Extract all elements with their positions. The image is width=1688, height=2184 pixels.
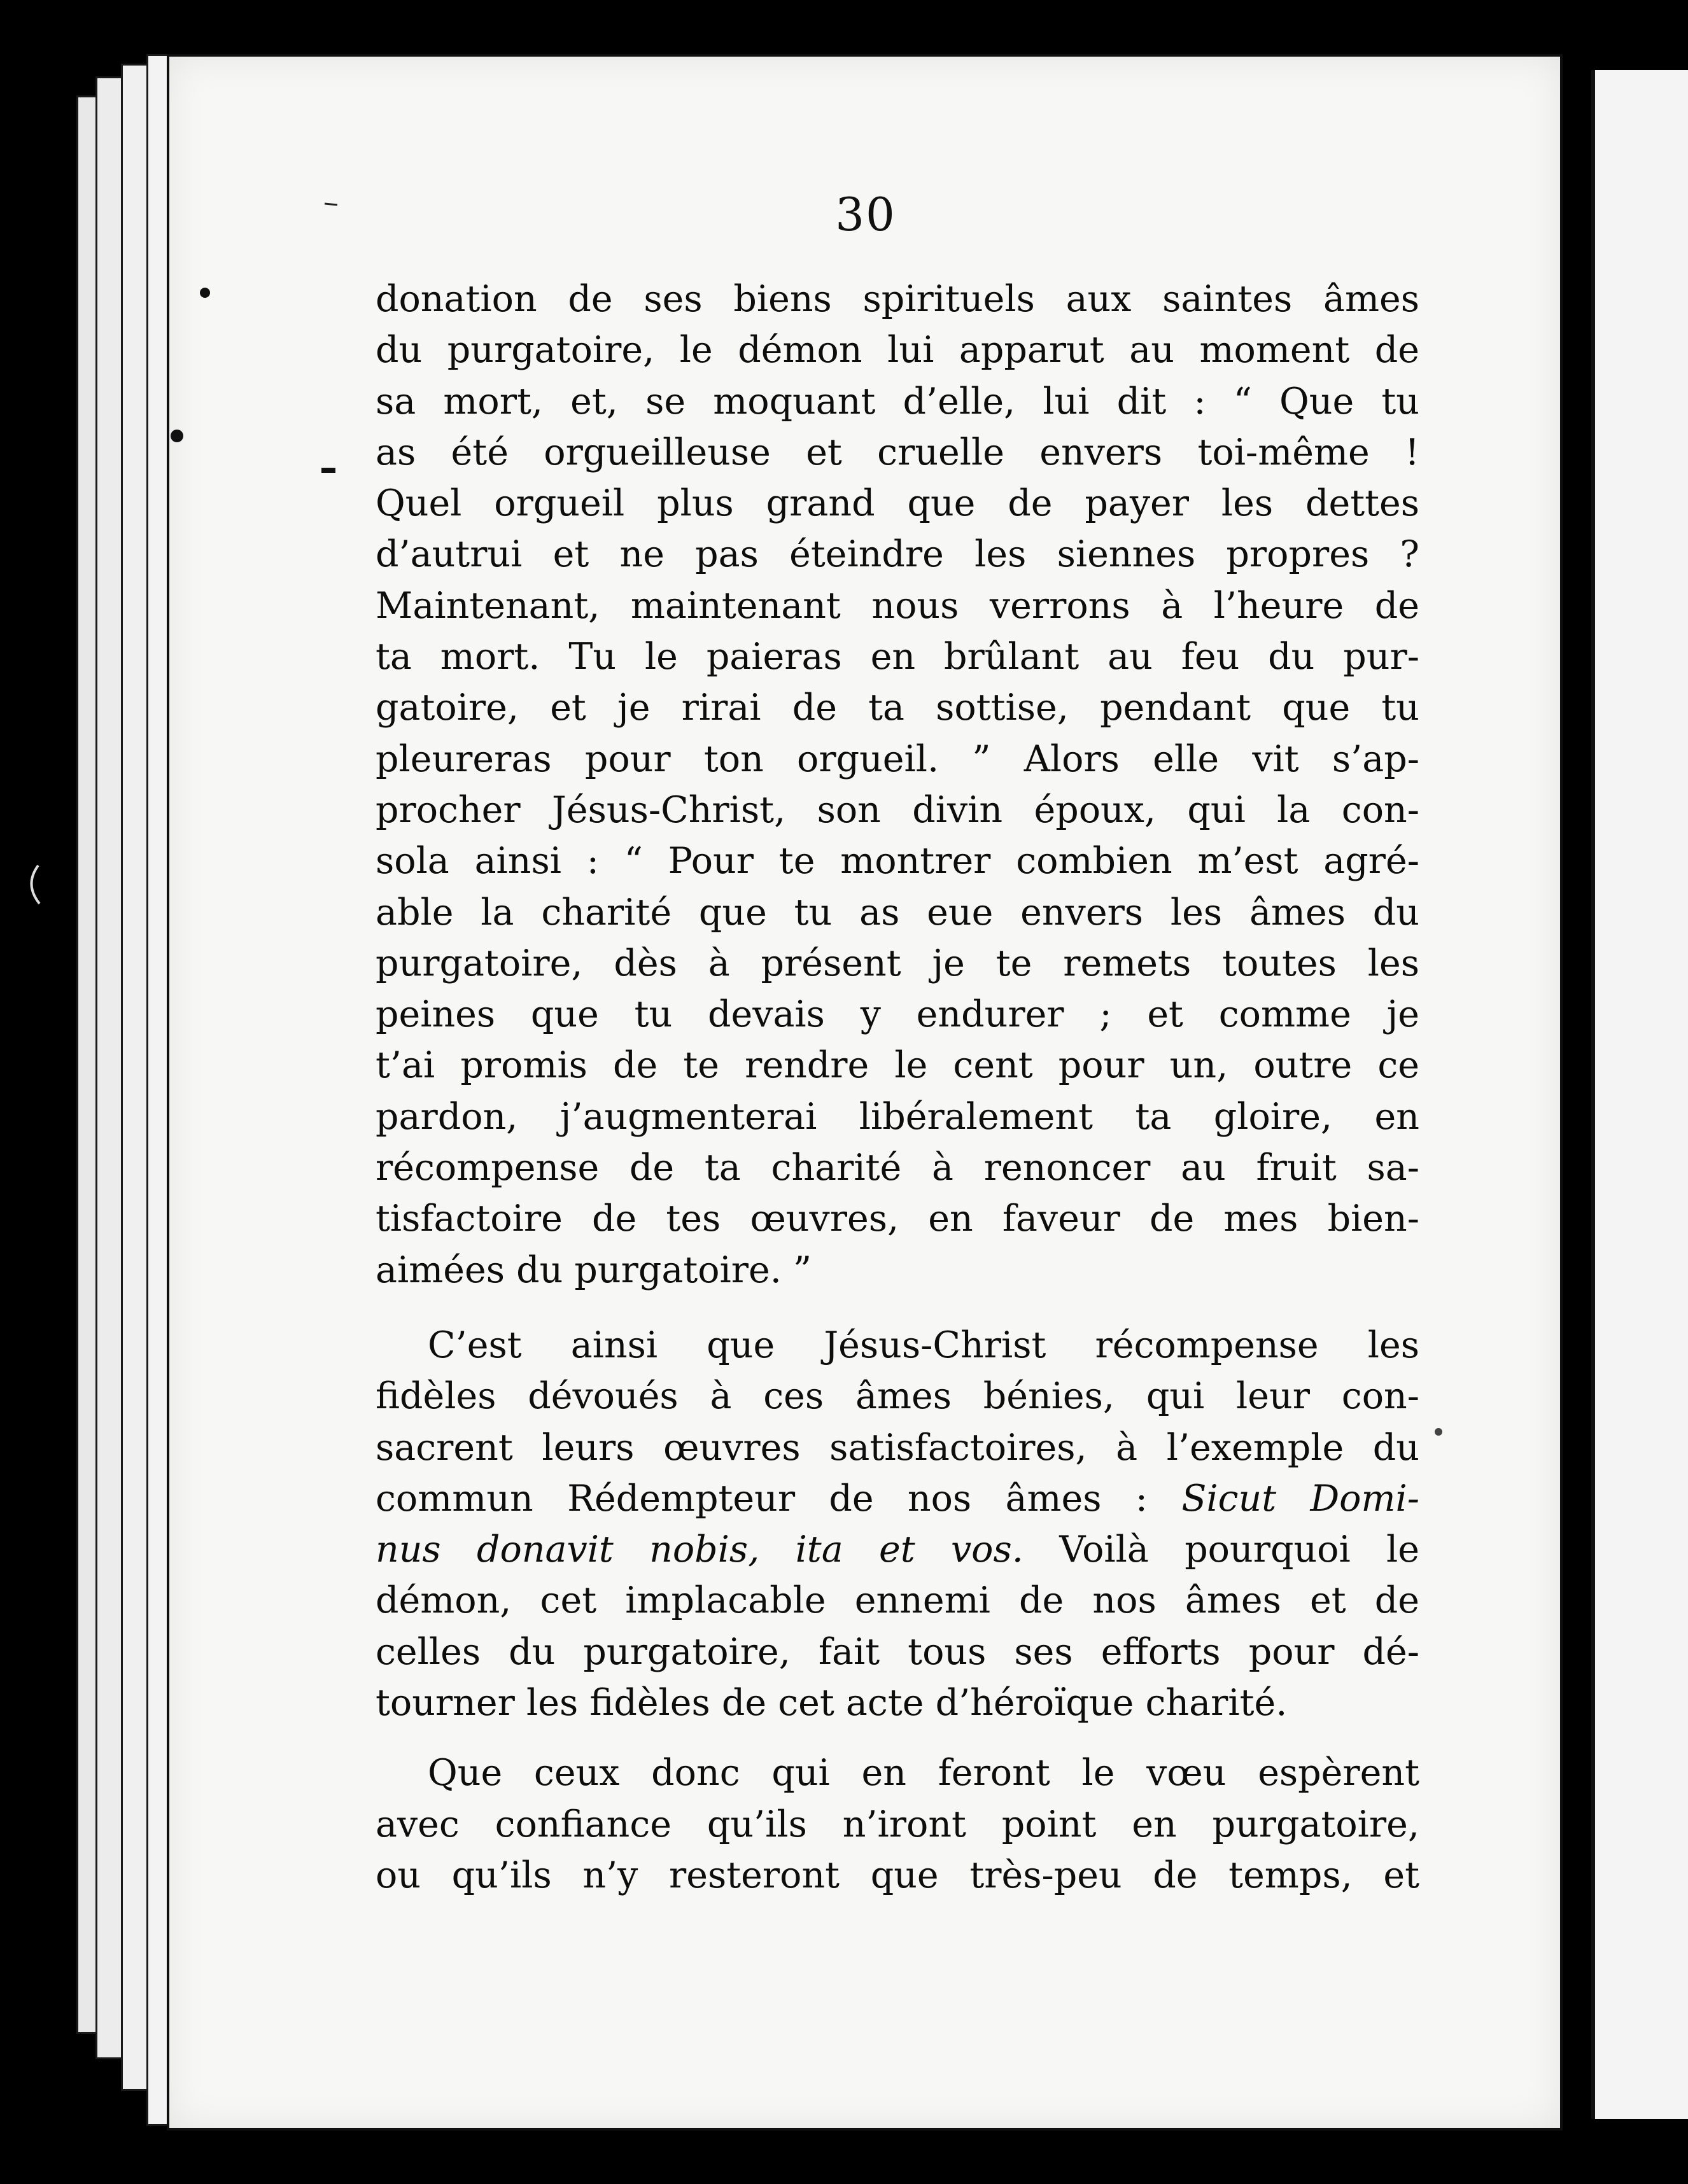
text-line: aimées du purgatoire. ” xyxy=(376,1249,812,1291)
text-line: C’est ainsi que Jésus-Christ récompense les xyxy=(428,1324,1419,1366)
text-line: ta mort. Tu le paieras en brûlant au feu du pur- xyxy=(376,636,1419,678)
text-line: ou qu’ils n’y resteront que très-peu de temps, et xyxy=(376,1854,1419,1896)
paragraph-gap xyxy=(376,1296,1419,1320)
text-line-mixed xyxy=(376,1473,1419,1524)
text-line: celles du purgatoire, fait tous ses efforts pour dé- xyxy=(376,1630,1419,1673)
text-run: commun Rédempteur de nos âmes : xyxy=(376,1477,1148,1520)
text-line: pardon, j’augmenterai libéralement ta gloire, en xyxy=(376,1095,1419,1138)
text-line: sola ainsi : “ Pour te montrer combien m’est agré- xyxy=(376,840,1419,883)
latin-quote: Sicut Domi- xyxy=(1181,1477,1420,1520)
adjacent-page xyxy=(1591,70,1688,2119)
text-line-mixed xyxy=(376,1524,1419,1575)
text-run: Voilà pourquoi le xyxy=(1059,1529,1419,1571)
text-line: tourner les fidèles de cet acte d’héroïque charité. xyxy=(376,1682,1288,1725)
text-line: able la charité que tu as eue envers les âmes du xyxy=(376,891,1419,934)
text-line: as été orgueilleuse et cruelle envers toi-même ! xyxy=(376,431,1419,473)
text-line: sa mort, et, se moquant d’elle, lui dit : “ Que tu xyxy=(376,380,1419,423)
text-line: peines que tu devais y endurer ; et comme je xyxy=(376,993,1419,1036)
text-line: procher Jésus-Christ, son divin époux, qui la con- xyxy=(376,788,1419,831)
text-line: d’autrui et ne pas éteindre les siennes propres ? xyxy=(376,533,1419,576)
text-line: Que ceux donc qui en feront le vœu espèrent xyxy=(428,1752,1419,1795)
paragraph-gap xyxy=(376,1728,1419,1747)
scan-artifact xyxy=(31,865,39,904)
text-line: t’ai promis de te rendre le cent pour un, outre ce xyxy=(376,1044,1419,1087)
text-line: récompense de ta charité à renoncer au fruit sa- xyxy=(376,1147,1419,1189)
text-line: avec confiance qu’ils n’iront point en purgatoire, xyxy=(376,1803,1419,1845)
text-line: tisfactoire de tes œuvres, en faveur de mes bien- xyxy=(376,1198,1419,1240)
text-line: gatoire, et je rirai de ta sottise, pendant que tu xyxy=(376,687,1419,729)
text-line: donation de ses biens spirituels aux saintes âmes xyxy=(376,278,1419,320)
text-line: démon, cet implacable ennemi de nos âmes et de xyxy=(376,1579,1419,1622)
text-line: purgatoire, dès à présent je te remets toutes les xyxy=(376,942,1419,984)
page-text xyxy=(376,274,1419,1901)
text-line: sacrent leurs œuvres satisfactoires, à l’exemple du xyxy=(376,1426,1419,1469)
text-line: du purgatoire, le démon lui apparut au moment de xyxy=(376,329,1419,372)
text-line: Maintenant, maintenant nous verrons à l’heure de xyxy=(376,584,1419,627)
page-number: 30 xyxy=(835,188,896,241)
text-line: Quel orgueil plus grand que de payer les dettes xyxy=(376,482,1419,525)
latin-quote: nus donavit nobis, ita et vos. xyxy=(376,1529,1023,1571)
text-line: pleureras pour ton orgueil. ” Alors elle vit s’ap- xyxy=(376,738,1419,780)
text-line: fidèles dévoués à ces âmes bénies, qui leur con- xyxy=(376,1375,1419,1418)
